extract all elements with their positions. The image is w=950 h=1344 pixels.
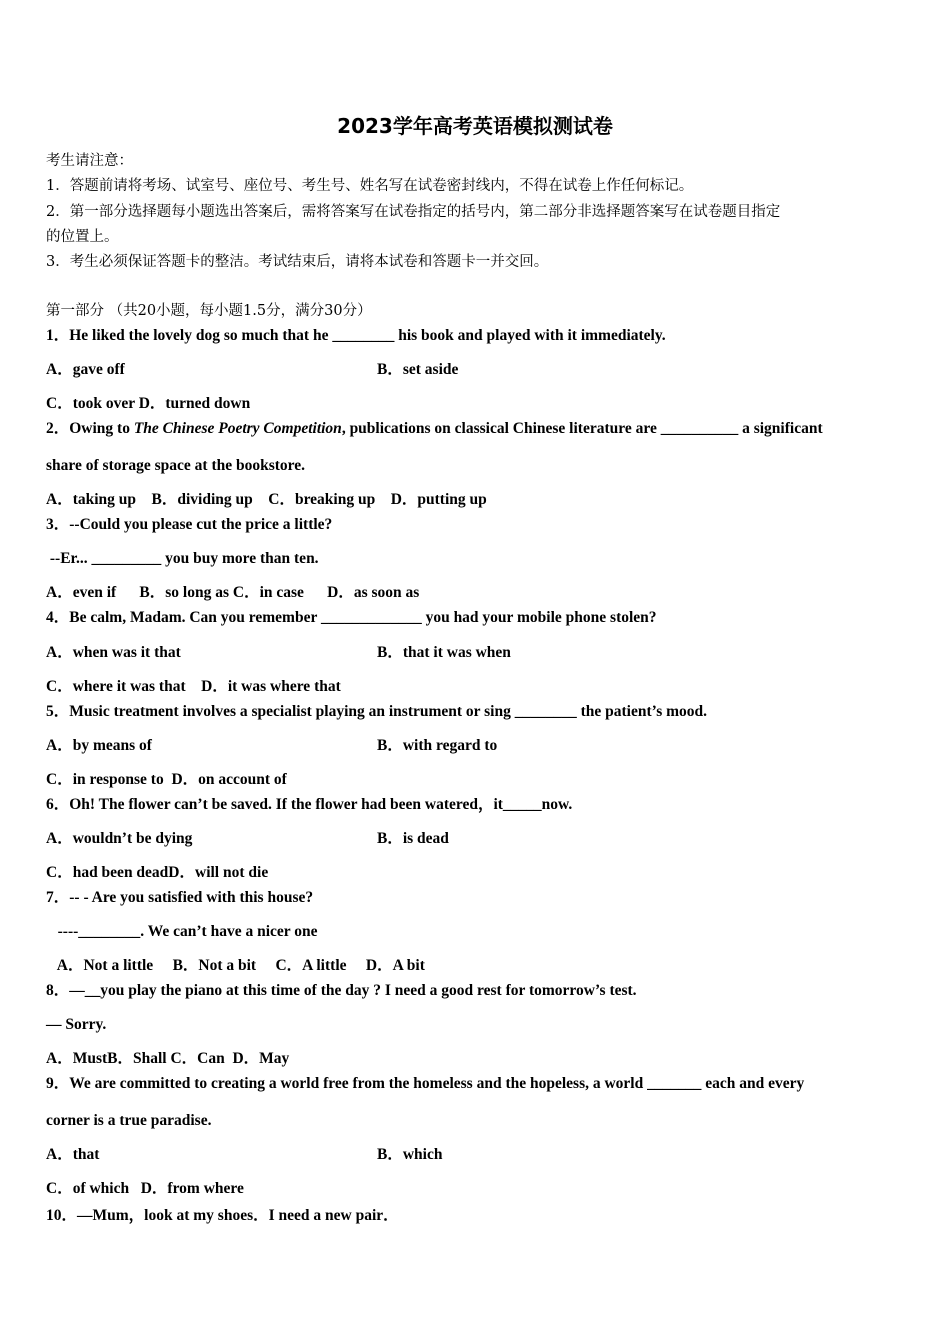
notice-item-2-line-1: 2．第一部分选择题每小题选出答案后，需将答案写在试卷指定的括号内，第二部分非选择题答案写在试卷题目指定: [46, 204, 781, 220]
question-7-stem: 7．-- - Are you satisfied with this house?: [46, 889, 314, 906]
question-9-option-b: B．which: [377, 1146, 443, 1163]
question-6-option-a: A．wouldn’t be dying: [46, 830, 193, 847]
notice-item-3: 3．考生必须保证答题卡的整洁。考试结束后，请将本试卷和答题卡一并交回。: [46, 254, 549, 270]
question-4-option-a: A．when was it that: [46, 644, 181, 661]
question-2-stem: [46, 419, 823, 439]
question-1-option-b: B．set aside: [377, 361, 459, 378]
question-3-stem: 3．--Could you please cut the price a little?: [46, 516, 333, 533]
question-5-options-cd: C．in response to D．on account of: [46, 771, 287, 788]
question-6-options-cd: C．had been deadD．will not die: [46, 864, 269, 881]
question-5-option-a: A．by means of: [46, 737, 152, 754]
section-heading: 第一部分 （共20小题，每小题1.5分，满分30分）: [46, 303, 372, 319]
question-2-options: A．taking up B．dividing up C．breaking up D．putting up: [46, 491, 487, 508]
question-2-stem-post: , publications on classical Chinese literature are __________ a significant: [341, 420, 823, 437]
question-3-reply: --Er... _________ you buy more than ten.: [46, 550, 319, 567]
question-2-stem-pre: 2．Owing to: [46, 420, 134, 437]
question-4-stem: 4．Be calm, Madam. Can you remember _____________ you had your mobile phone stolen?: [46, 609, 657, 626]
question-9-options-cd: C．of which D．from where: [46, 1180, 244, 1197]
question-4-options-cd: C．where it was that D．it was where that: [46, 678, 341, 695]
question-6-stem: 6．Oh! The flower can’t be saved. If the flower had been watered，it_____now.: [46, 796, 573, 813]
question-5-option-b: B．with regard to: [377, 737, 498, 754]
question-10-stem: 10．—Mum，look at my shoes．I need a new pair．: [46, 1207, 399, 1224]
question-7-reply: ----________. We can’t have a nicer one: [46, 923, 318, 940]
question-8-options: A．MustB．Shall C．Can D．May: [46, 1050, 290, 1067]
question-2-stem-line-2: share of storage space at the bookstore.: [46, 457, 306, 474]
question-9-stem: 9．We are committed to creating a world free from the homeless and the hopeless, a world _______ each and every: [46, 1075, 805, 1092]
page-title: 2023学年高考英语模拟测试卷: [337, 114, 613, 138]
notice-item-2-line-2: 的位置上。: [46, 229, 119, 245]
question-9-stem-line-2: corner is a true paradise.: [46, 1112, 212, 1129]
question-8-reply: — Sorry.: [46, 1016, 107, 1033]
question-4-option-b: B．that it was when: [377, 644, 511, 661]
question-1-stem: 1．He liked the lovely dog so much that he ________ his book and played with it immediately.: [46, 327, 666, 344]
question-1-options-cd: C．took over D．turned down: [46, 395, 251, 412]
question-7-options: A．Not a little B．Not a bit C．A little D．A bit: [46, 957, 425, 974]
question-3-options: A．even if B．so long as C．in case D．as soon as: [46, 584, 420, 601]
question-2-stem-italic: The Chinese Poetry Competition: [133, 420, 342, 437]
question-8-stem: 8．—__you play the piano at this time of the day ? I need a good rest for tomorrow’s test.: [46, 982, 637, 999]
question-5-stem: 5．Music treatment involves a specialist playing an instrument or sing ________ the patient’s mood.: [46, 703, 708, 720]
question-1-option-a: A．gave off: [46, 361, 125, 378]
question-6-option-b: B．is dead: [377, 830, 449, 847]
question-9-option-a: A．that: [46, 1146, 100, 1163]
notice-item-1: 1．答题前请将考场、试室号、座位号、考生号、姓名写在试卷密封线内，不得在试卷上作任何标记。: [46, 178, 694, 194]
notice-heading: 考生请注意：: [46, 153, 133, 169]
